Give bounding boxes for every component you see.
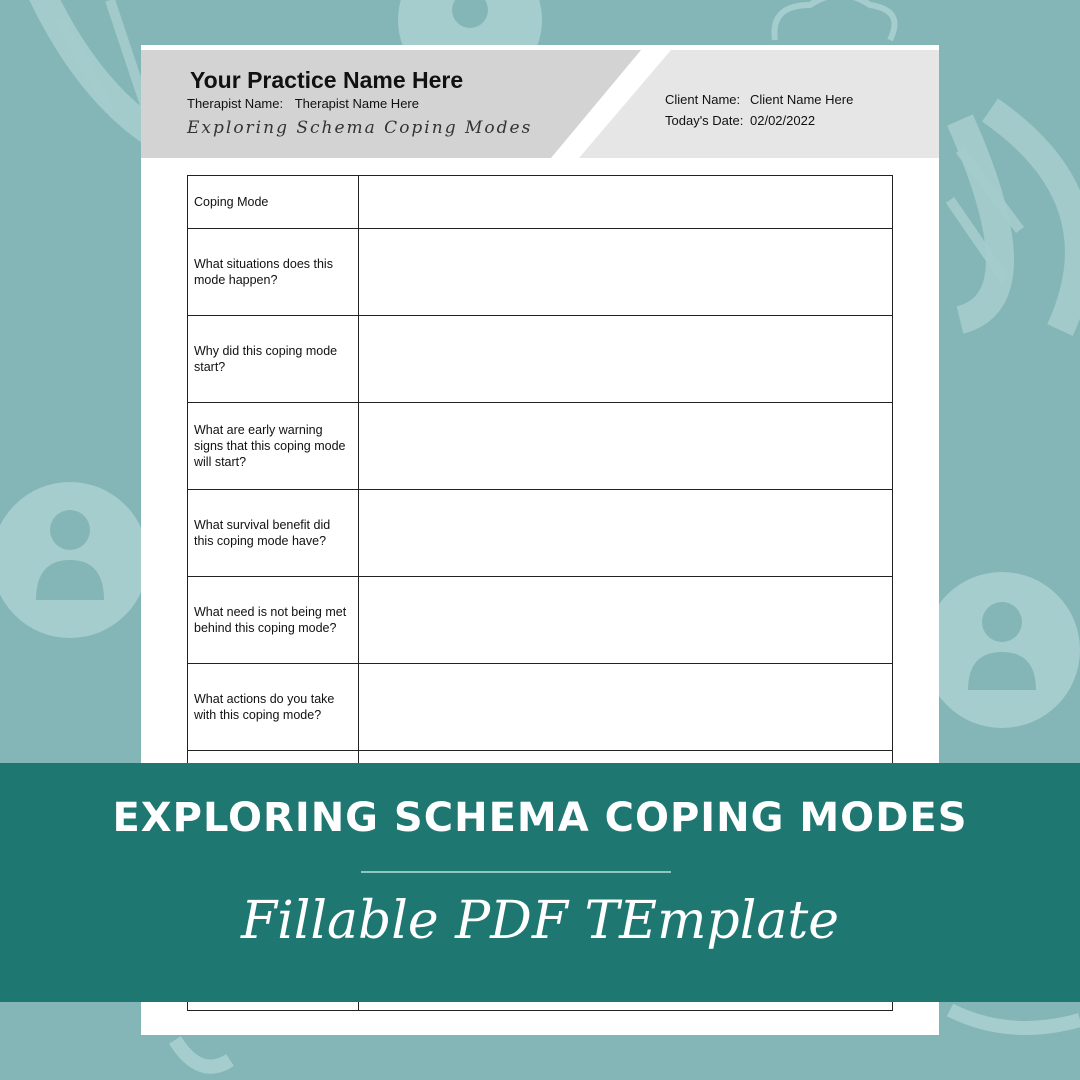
client-info xyxy=(665,89,853,131)
answer-field[interactable] xyxy=(359,403,893,490)
answer-field[interactable] xyxy=(359,664,893,751)
table-row xyxy=(188,490,893,577)
answer-field[interactable] xyxy=(359,577,893,664)
answer-field[interactable] xyxy=(359,229,893,316)
banner-title: EXPLORING SCHEMA COPING MODES xyxy=(112,795,968,841)
table-row xyxy=(188,664,893,751)
client-name[interactable]: Client Name Here xyxy=(750,92,854,107)
brain-icon xyxy=(774,0,894,40)
table-row xyxy=(188,577,893,664)
client-row xyxy=(665,89,853,110)
answer-field[interactable] xyxy=(359,490,893,577)
table-row xyxy=(188,176,893,229)
therapist-label: Therapist Name: xyxy=(187,96,284,111)
table-row xyxy=(188,403,893,490)
date-value[interactable]: 02/02/2022 xyxy=(750,113,816,128)
question-cell: What survival benefit did this coping mode have? xyxy=(188,490,359,577)
question-cell: Why did this coping mode start? xyxy=(188,316,359,403)
practice-name: Your Practice Name Here xyxy=(190,67,464,93)
banner-subtitle: Fillable PDF TEmplate xyxy=(240,891,840,951)
form-title: Exploring Schema Coping Modes xyxy=(187,118,533,138)
question-cell: What situations does this mode happen? xyxy=(188,229,359,316)
promo-banner xyxy=(0,763,1080,1002)
answer-field[interactable] xyxy=(359,316,893,403)
answer-field[interactable] xyxy=(359,176,893,229)
worksheet-header xyxy=(141,45,939,158)
therapist-name[interactable]: Therapist Name Here xyxy=(294,96,419,111)
table-row xyxy=(188,316,893,403)
date-row xyxy=(665,110,853,131)
question-cell: What are early warning signs that this coping mode will start? xyxy=(188,403,359,490)
question-cell: What need is not being met behind this coping mode? xyxy=(188,577,359,664)
question-cell: Coping Mode xyxy=(188,176,359,229)
person-icon xyxy=(0,482,148,638)
therapist-row xyxy=(187,96,419,111)
table-row xyxy=(188,229,893,316)
date-label: Today's Date: xyxy=(665,113,744,128)
client-label: Client Name: xyxy=(665,92,741,107)
person-icon xyxy=(924,572,1080,728)
question-cell: What actions do you take with this coping mode? xyxy=(188,664,359,751)
banner-divider xyxy=(361,871,671,873)
